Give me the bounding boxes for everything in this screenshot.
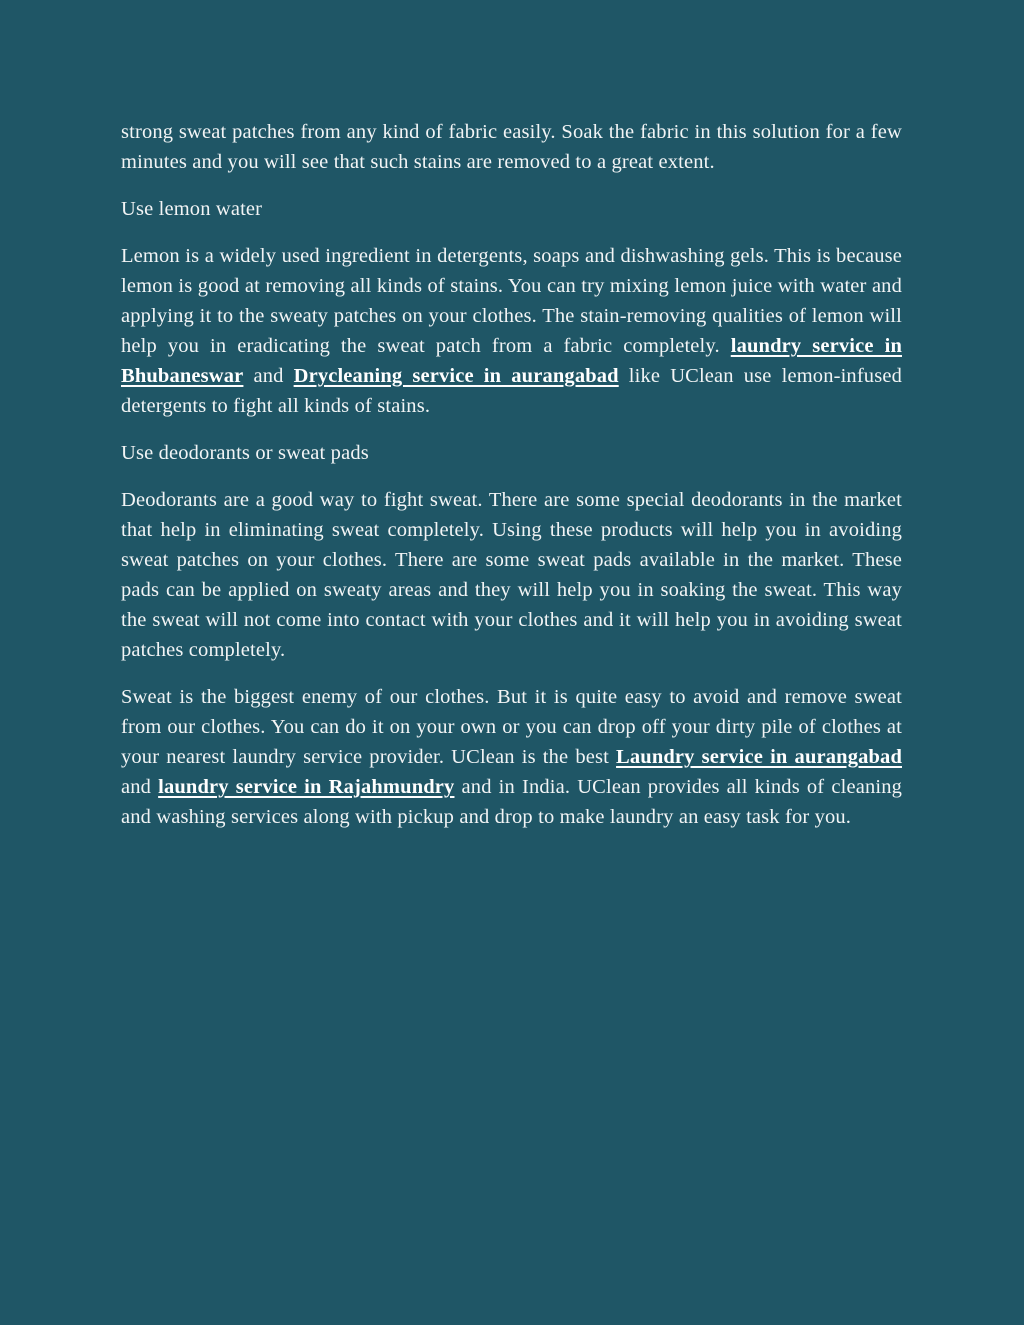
- closing-paragraph-tail: and in India. UClean provides all kinds of cleaning and washing services along with pickup and drop to make laundry an easy task for you.: [121, 776, 902, 828]
- lemon-paragraph-text: Lemon is a widely used ingredient in detergents, soaps and dishwashing gels. This is because lemon is good at removing all kinds of stains. You can try mixing lemon juice with water and applying it to the sweaty patches on your clothes. The stain-removing qualities of lemon will help you in eradicating the sweat patch from a fabric completely.: [121, 245, 902, 357]
- lemon-water-heading: Use lemon water: [121, 198, 263, 220]
- link-drycleaning-service-aurangabad[interactable]: Drycleaning service in aurangabad: [293, 365, 619, 387]
- closing-paragraph-text: Sweat is the biggest enemy of our clothes. But it is quite easy to avoid and remove sweat from our clothes. You can do it on your own or you can drop off your dirty pile of clothes at your nearest laundry service provider. UClean is the best: [121, 686, 902, 768]
- intro-paragraph: strong sweat patches from any kind of fabric easily. Soak the fabric in this solution for a few minutes and you will see that such stains are removed to a great extent.: [121, 121, 902, 173]
- closing-paragraph: [121, 682, 902, 832]
- link-laundry-service-aurangabad[interactable]: Laundry service in aurangabad: [616, 746, 902, 768]
- lemon-paragraph: [121, 241, 902, 421]
- link-laundry-service-rajahmundry[interactable]: laundry service in Rajahmundry: [158, 776, 455, 798]
- lemon-paragraph-connector: and: [243, 365, 294, 387]
- deodorant-paragraph: Deodorants are a good way to fight sweat. There are some special deodorants in the market that help in eliminating sweat completely. Using these products will help you in avoiding sweat patches on your clothes. There are some sweat pads available in the market. These pads can be applied on sweaty areas and they will help you in soaking the sweat. This way the sweat will not come into contact with your clothes and it will help you in avoiding sweat patches completely.: [121, 489, 902, 661]
- closing-paragraph-connector: and: [121, 776, 159, 798]
- link-laundry-service-bhubaneswar[interactable]: laundry service in Bhubaneswar: [121, 335, 902, 387]
- lemon-paragraph-tail: like UClean use lemon-infused detergents to fight all kinds of stains.: [121, 365, 902, 417]
- document-page: [121, 117, 902, 849]
- deodorant-heading: Use deodorants or sweat pads: [121, 442, 369, 464]
